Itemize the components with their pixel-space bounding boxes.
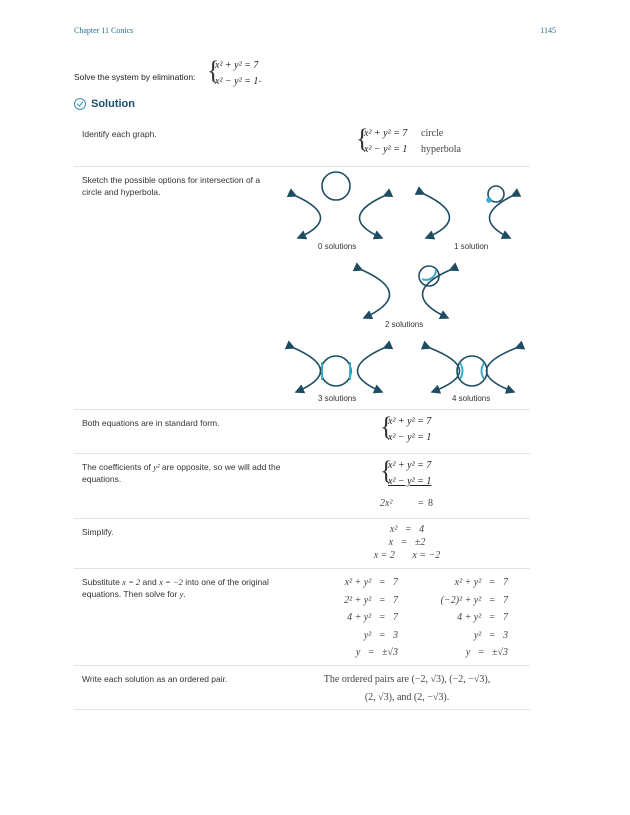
identify-eq1: x² + y² = 7	[364, 128, 408, 139]
caption-3-solutions: 3 solutions	[318, 394, 357, 403]
brace-icon: {	[356, 124, 369, 153]
standard-eq2: x² − y² = 1	[388, 432, 432, 443]
check-circle-icon	[74, 98, 86, 110]
ordered-pairs-answer	[284, 671, 530, 707]
opposite-eq1: x² + y² = 7	[388, 460, 432, 471]
brace-icon: {	[207, 56, 220, 85]
caption-0-solutions: 0 solutions	[318, 242, 357, 251]
identify-eq1-name: circle	[421, 128, 444, 139]
sketch-0-solutions	[296, 172, 384, 238]
step-simplify	[74, 518, 530, 569]
sketch-1-solution	[424, 186, 512, 238]
page-number: 1145	[540, 26, 556, 35]
step-identify	[74, 120, 530, 167]
sum-rhs: 8	[428, 498, 433, 509]
sketch-2-solutions	[362, 266, 450, 318]
substitute-right: x² + y² = 7 (−2)² + y² = 7 4 + y² = 7 y² = 3 y = ±√3	[440, 577, 508, 658]
problem-trail: .	[259, 74, 262, 85]
problem-eq2: x² − y² = 1	[215, 76, 259, 87]
identify-eq2: x² − y² = 1	[364, 144, 408, 155]
step-ordered-pairs	[74, 665, 530, 710]
caption-1-solution: 1 solution	[454, 242, 489, 251]
sketch-3-solutions	[294, 348, 384, 392]
caption-2-solutions: 2 solutions	[385, 320, 424, 329]
sketch-4-solutions	[430, 348, 516, 392]
step-text: Sketch the possible options for intersection of a circle and hyperbola.	[82, 175, 261, 197]
substitute-left: x² + y² = 7 2² + y² = 7 4 + y² = 7 y² = 3 y = ±√3	[344, 577, 398, 658]
step-text: Simplify.	[82, 527, 114, 537]
step-text: Write each solution as an ordered pair.	[82, 674, 228, 684]
step-substitute	[74, 568, 530, 666]
step-standard-form	[74, 409, 530, 454]
sum-lhs: 2x²	[380, 498, 393, 509]
simplify-work: x² = 4 x = ±2 x = 2 x = −2	[373, 524, 441, 561]
step-text: The coefficients of y² are opposite, so we will add the equations.	[82, 462, 281, 484]
standard-eq1: x² + y² = 7	[388, 416, 432, 427]
chapter-header: Chapter 11 Conics	[74, 26, 134, 35]
intersection-sketches	[284, 166, 530, 409]
solution-title: Solution	[91, 98, 135, 110]
caption-4-solutions: 4 solutions	[452, 394, 491, 403]
step-text: Identify each graph.	[82, 129, 157, 139]
brace-icon: {	[380, 412, 393, 441]
ordered-line1: The ordered pairs are (−2, √3), (−2, −√3),	[323, 674, 491, 685]
problem-statement	[74, 56, 474, 96]
opposite-eq2: x² − y² = 1	[388, 476, 432, 487]
step-text: Substitute x = 2 and x = −2 into one of the original equations. Then solve for y.	[82, 577, 269, 599]
ordered-line2: (2, √3), and (2, −√3).	[364, 692, 450, 703]
step-add-equations	[74, 453, 530, 519]
identify-eq2-name: hyperbola	[421, 144, 461, 155]
step-text: Both equations are in standard form.	[82, 418, 220, 428]
problem-eq1: x² + y² = 7	[215, 60, 259, 71]
sum-eq: =	[418, 498, 424, 509]
problem-label: Solve the system by elimination:	[74, 72, 196, 82]
step-sketch	[74, 166, 530, 410]
brace-icon: {	[380, 456, 393, 485]
